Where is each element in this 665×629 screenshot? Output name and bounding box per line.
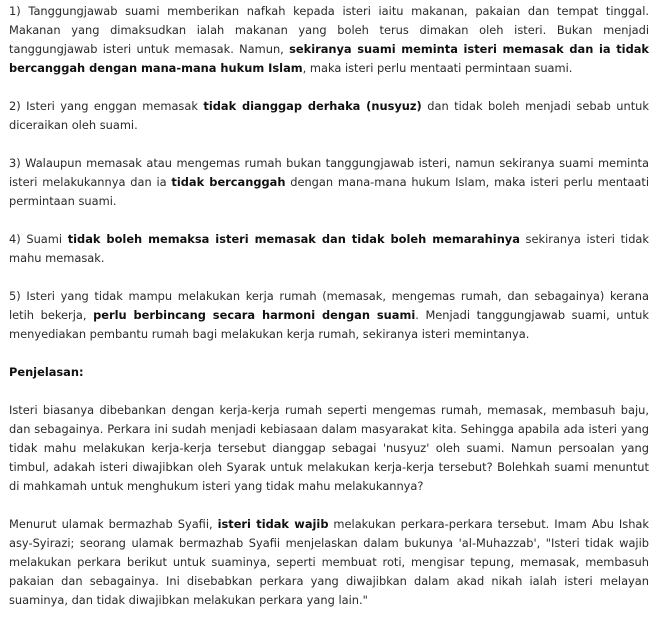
numbered-paragraph (9, 154, 649, 211)
text-run: Tanggungjawab suami memberikan nafkah kepada isteri iaitu makanan, pakaian dan tempat tinggal. Makanan yang dimaksudkan ialah makanan yang boleh terus dimakan oleh isteri. Bukan menjadi tanggungjawab isteri untuk memasak. Namun, (9, 4, 649, 56)
text-run: , maka isteri perlu mentaati permintaan suami. (302, 61, 573, 75)
point-number: 1) (9, 4, 21, 18)
point-number: 5) (9, 289, 21, 303)
point-number: 2) (9, 99, 21, 113)
explanation-paragraph (9, 515, 649, 610)
text-run: melakukan perkara-perkara tersebut. Imam Abu Ishak asy-Syirazi; seorang ulamak bermazhab Syafii menjelaskan dalam bukunya 'al-Muhazzab', "Isteri tidak wajib melakukan perkara berikut untuk suaminya, seperti membuat roti, mengisar tepung, memasak, membasuh pakaian dan sebagainya. Ini disebabkan perkara yang diwajibkan dalam akad nikah ialah isteri melayan suaminya, dan tidak diwajibkan melakukan perkara yang lain." (9, 517, 649, 607)
article-body (9, 2, 649, 629)
text-run: Isteri yang tidak mampu melakukan kerja rumah (memasak, mengemas rumah, dan sebagainya) kerana letih bekerja, (9, 289, 650, 322)
text-run: sekiranya isteri tidak mahu memasak. (9, 232, 650, 265)
text-run: Menurut ulamak bermazhab Syafii, (9, 517, 218, 531)
text-run: Suami (26, 232, 68, 246)
numbered-paragraph (9, 287, 649, 344)
text-run: Isteri biasanya dibebankan dengan kerja-kerja rumah seperti mengemas rumah, memasak, membasuh baju, dan sebagainya. Perkara ini sudah menjadi kebiasaan dalam masyarakat kita. Sehingga apabila ada isteri yang tidak mahu melakukan kerja-kerja tersebut dianggap sebagai 'nusyuz' oleh suami. Namun persoalan yang timbul, adakah isteri diwajibkan oleh Syarak untuk melakukan kerja-kerja tersebut? Bolehkah suami menuntut di mahkamah untuk menghukum isteri yang tidak mahu melakukannya? (9, 403, 649, 493)
numbered-paragraph (9, 230, 649, 268)
bold-phrase: sekiranya suami meminta isteri memasak dan ia tidak bercanggah dengan mana-mana hukum Islam (9, 42, 649, 75)
text-run: dan tidak boleh menjadi sebab untuk diceraikan oleh suami. (9, 99, 649, 132)
text-run: Isteri yang enggan memasak (26, 99, 204, 113)
bold-phrase: tidak boleh memaksa isteri memasak dan tidak boleh memarahinya (67, 232, 520, 246)
bold-phrase: tidak bercanggah (171, 175, 286, 189)
numbered-points (9, 2, 649, 344)
numbered-paragraph (9, 2, 649, 78)
text-run: . Menjadi tanggungjawab suami, untuk menyediakan pembantu rumah bagi melakukan kerja rumah, sekiranya isteri memintanya. (9, 308, 649, 341)
text-run: dengan mana-mana hukum Islam, maka isteri perlu mentaati permintaan suami. (9, 175, 649, 208)
explanation-heading: Penjelasan: (9, 365, 84, 379)
bold-phrase: perlu berbincang secara harmoni dengan suami (93, 308, 416, 322)
numbered-paragraph (9, 97, 649, 135)
explanation-section (9, 401, 649, 610)
explanation-paragraph (9, 401, 649, 496)
bold-phrase: isteri tidak wajib (217, 517, 329, 531)
point-number: 3) (9, 156, 21, 170)
point-number: 4) (9, 232, 21, 246)
bold-phrase: tidak dianggap derhaka (nusyuz) (203, 99, 422, 113)
text-run: Walaupun memasak atau mengemas rumah bukan tanggungjawab isteri, namun sekiranya suami meminta isteri melakukannya dan ia (9, 156, 649, 189)
